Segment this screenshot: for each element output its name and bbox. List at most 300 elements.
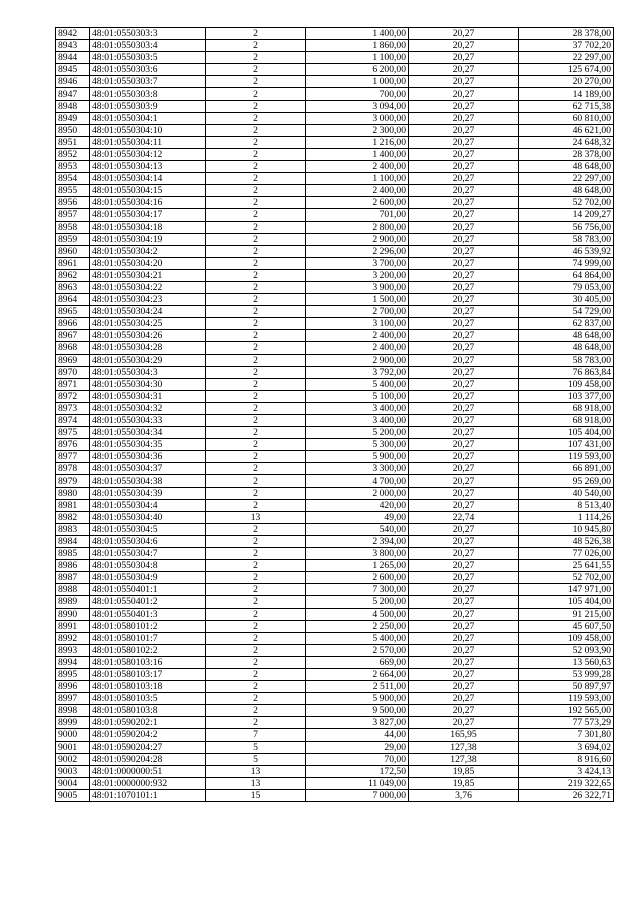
cadastral-value-cell: 1 114,26 xyxy=(519,511,614,523)
row-number-cell: 8966 xyxy=(56,318,90,330)
cadastral-value-cell: 48 526,38 xyxy=(519,535,614,547)
area-cell: 5 900,00 xyxy=(306,693,409,705)
table-row xyxy=(56,136,614,148)
category-code-cell: 2 xyxy=(206,197,306,209)
rate-cell: 20,27 xyxy=(409,475,519,487)
area-cell: 420,00 xyxy=(306,499,409,511)
cadastral-number-cell: 48:01:0550401:1 xyxy=(90,584,206,596)
row-number-cell: 8986 xyxy=(56,560,90,572)
cadastral-number-cell: 48:01:0550304:40 xyxy=(90,511,206,523)
table-row xyxy=(56,656,614,668)
rate-cell: 20,27 xyxy=(409,40,519,52)
cadastral-value-cell: 107 431,00 xyxy=(519,439,614,451)
category-code-cell: 2 xyxy=(206,572,306,584)
category-code-cell: 2 xyxy=(206,281,306,293)
row-number-cell: 8984 xyxy=(56,535,90,547)
cadastral-number-cell: 48:01:0550304:24 xyxy=(90,306,206,318)
category-code-cell: 2 xyxy=(206,523,306,535)
table-row xyxy=(56,281,614,293)
rate-cell: 20,27 xyxy=(409,644,519,656)
rate-cell: 20,27 xyxy=(409,620,519,632)
category-code-cell: 2 xyxy=(206,306,306,318)
area-cell: 1 265,00 xyxy=(306,560,409,572)
rate-cell: 20,27 xyxy=(409,269,519,281)
category-code-cell: 2 xyxy=(206,378,306,390)
cadastral-number-cell: 48:01:0590204:27 xyxy=(90,741,206,753)
cadastral-number-cell: 48:01:0550304:1 xyxy=(90,112,206,124)
table-row xyxy=(56,439,614,451)
area-cell: 2 000,00 xyxy=(306,487,409,499)
table-row xyxy=(56,112,614,124)
rate-cell: 22,74 xyxy=(409,511,519,523)
table-row xyxy=(56,257,614,269)
area-cell: 3 800,00 xyxy=(306,548,409,560)
rate-cell: 20,27 xyxy=(409,415,519,427)
area-cell: 5 200,00 xyxy=(306,596,409,608)
row-number-cell: 8991 xyxy=(56,620,90,632)
area-cell: 2 900,00 xyxy=(306,233,409,245)
area-cell: 5 200,00 xyxy=(306,427,409,439)
cadastral-number-cell: 48:01:0550304:19 xyxy=(90,233,206,245)
row-number-cell: 9000 xyxy=(56,729,90,741)
category-code-cell: 13 xyxy=(206,511,306,523)
cadastral-number-cell: 48:01:0550304:9 xyxy=(90,572,206,584)
row-number-cell: 8992 xyxy=(56,632,90,644)
cadastral-value-cell: 125 674,00 xyxy=(519,64,614,76)
area-cell: 3 300,00 xyxy=(306,463,409,475)
cadastral-number-cell: 48:01:0550304:39 xyxy=(90,487,206,499)
category-code-cell: 2 xyxy=(206,342,306,354)
cadastral-value-cell: 119 593,00 xyxy=(519,693,614,705)
rate-cell: 20,27 xyxy=(409,572,519,584)
category-code-cell: 2 xyxy=(206,257,306,269)
table-row xyxy=(56,463,614,475)
category-code-cell: 2 xyxy=(206,596,306,608)
rate-cell: 20,27 xyxy=(409,427,519,439)
category-code-cell: 2 xyxy=(206,463,306,475)
rate-cell: 20,27 xyxy=(409,560,519,572)
cadastral-value-cell: 91 215,00 xyxy=(519,608,614,620)
row-number-cell: 8979 xyxy=(56,475,90,487)
rate-cell: 20,27 xyxy=(409,76,519,88)
area-cell: 5 400,00 xyxy=(306,632,409,644)
category-code-cell: 5 xyxy=(206,753,306,765)
rate-cell: 20,27 xyxy=(409,173,519,185)
table-row xyxy=(56,427,614,439)
cadastral-value-cell: 119 593,00 xyxy=(519,451,614,463)
category-code-cell: 2 xyxy=(206,620,306,632)
area-cell: 2 700,00 xyxy=(306,306,409,318)
cadastral-value-cell: 20 270,00 xyxy=(519,76,614,88)
row-number-cell: 8955 xyxy=(56,185,90,197)
table-row xyxy=(56,572,614,584)
cadastral-value-table xyxy=(55,27,614,802)
area-cell: 7 000,00 xyxy=(306,789,409,801)
cadastral-value-cell: 79 053,00 xyxy=(519,281,614,293)
cadastral-number-cell: 48:01:0550304:33 xyxy=(90,415,206,427)
cadastral-value-cell: 64 864,00 xyxy=(519,269,614,281)
cadastral-number-cell: 48:01:0550303:9 xyxy=(90,100,206,112)
category-code-cell: 2 xyxy=(206,148,306,160)
cadastral-value-cell: 219 322,65 xyxy=(519,777,614,789)
area-cell: 29,00 xyxy=(306,741,409,753)
table-row xyxy=(56,523,614,535)
category-code-cell: 13 xyxy=(206,765,306,777)
table-row xyxy=(56,729,614,741)
area-cell: 2 600,00 xyxy=(306,572,409,584)
cadastral-number-cell: 48:01:0550304:18 xyxy=(90,221,206,233)
row-number-cell: 8952 xyxy=(56,148,90,160)
rate-cell: 165,95 xyxy=(409,729,519,741)
area-cell: 2 296,00 xyxy=(306,245,409,257)
rate-cell: 127,38 xyxy=(409,753,519,765)
row-number-cell: 8969 xyxy=(56,354,90,366)
cadastral-value-cell: 8 513,40 xyxy=(519,499,614,511)
cadastral-value-cell: 52 702,00 xyxy=(519,197,614,209)
row-number-cell: 8999 xyxy=(56,717,90,729)
cadastral-value-cell: 7 301,80 xyxy=(519,729,614,741)
table-row xyxy=(56,535,614,547)
cadastral-number-cell: 48:01:0550303:3 xyxy=(90,28,206,40)
cadastral-value-cell: 76 863,84 xyxy=(519,366,614,378)
row-number-cell: 8957 xyxy=(56,209,90,221)
category-code-cell: 2 xyxy=(206,487,306,499)
cadastral-value-cell: 22 297,00 xyxy=(519,173,614,185)
row-number-cell: 8997 xyxy=(56,693,90,705)
cadastral-value-cell: 3 424,13 xyxy=(519,765,614,777)
cadastral-value-cell: 37 702,20 xyxy=(519,40,614,52)
category-code-cell: 2 xyxy=(206,294,306,306)
area-cell: 1 400,00 xyxy=(306,28,409,40)
cadastral-number-cell: 48:01:0550304:15 xyxy=(90,185,206,197)
category-code-cell: 15 xyxy=(206,789,306,801)
table-row xyxy=(56,644,614,656)
table-row xyxy=(56,185,614,197)
table-row xyxy=(56,487,614,499)
area-cell: 2 664,00 xyxy=(306,668,409,680)
area-cell: 3 200,00 xyxy=(306,269,409,281)
table-row xyxy=(56,451,614,463)
cadastral-number-cell: 48:01:0550303:6 xyxy=(90,64,206,76)
category-code-cell: 5 xyxy=(206,741,306,753)
table-row xyxy=(56,777,614,789)
row-number-cell: 8949 xyxy=(56,112,90,124)
cadastral-number-cell: 48:01:0550303:5 xyxy=(90,52,206,64)
rate-cell: 20,27 xyxy=(409,451,519,463)
cadastral-value-cell: 48 648,00 xyxy=(519,161,614,173)
cadastral-number-cell: 48:01:0550304:29 xyxy=(90,354,206,366)
category-code-cell: 2 xyxy=(206,112,306,124)
cadastral-value-cell: 95 269,00 xyxy=(519,475,614,487)
cadastral-value-cell: 14 209,27 xyxy=(519,209,614,221)
table-row xyxy=(56,596,614,608)
category-code-cell: 2 xyxy=(206,548,306,560)
row-number-cell: 8944 xyxy=(56,52,90,64)
area-cell: 3 400,00 xyxy=(306,415,409,427)
row-number-cell: 8945 xyxy=(56,64,90,76)
rate-cell: 20,27 xyxy=(409,717,519,729)
cadastral-value-cell: 62 715,38 xyxy=(519,100,614,112)
table-row xyxy=(56,415,614,427)
cadastral-number-cell: 48:01:0550304:28 xyxy=(90,342,206,354)
area-cell: 9 500,00 xyxy=(306,705,409,717)
area-cell: 5 100,00 xyxy=(306,390,409,402)
row-number-cell: 8977 xyxy=(56,451,90,463)
rate-cell: 20,27 xyxy=(409,318,519,330)
area-cell: 1 100,00 xyxy=(306,173,409,185)
cadastral-value-cell: 48 648,00 xyxy=(519,185,614,197)
category-code-cell: 2 xyxy=(206,475,306,487)
row-number-cell: 9005 xyxy=(56,789,90,801)
table-row xyxy=(56,705,614,717)
cadastral-value-cell: 26 322,71 xyxy=(519,789,614,801)
row-number-cell: 8965 xyxy=(56,306,90,318)
row-number-cell: 9002 xyxy=(56,753,90,765)
table-row xyxy=(56,209,614,221)
cadastral-value-cell: 68 918,00 xyxy=(519,402,614,414)
rate-cell: 20,27 xyxy=(409,209,519,221)
row-number-cell: 8959 xyxy=(56,233,90,245)
table-row xyxy=(56,765,614,777)
area-cell: 4 500,00 xyxy=(306,608,409,620)
category-code-cell: 2 xyxy=(206,656,306,668)
cadastral-value-cell: 8 916,60 xyxy=(519,753,614,765)
category-code-cell: 2 xyxy=(206,693,306,705)
cadastral-number-cell: 48:01:0550304:35 xyxy=(90,439,206,451)
cadastral-value-cell: 62 837,00 xyxy=(519,318,614,330)
row-number-cell: 8963 xyxy=(56,281,90,293)
area-cell: 2 400,00 xyxy=(306,330,409,342)
cadastral-number-cell: 48:01:0550304:31 xyxy=(90,390,206,402)
cadastral-number-cell: 48:01:0550304:11 xyxy=(90,136,206,148)
row-number-cell: 8970 xyxy=(56,366,90,378)
cadastral-number-cell: 48:01:0580101:2 xyxy=(90,620,206,632)
category-code-cell: 2 xyxy=(206,451,306,463)
area-cell: 3 400,00 xyxy=(306,402,409,414)
row-number-cell: 8968 xyxy=(56,342,90,354)
row-number-cell: 8954 xyxy=(56,173,90,185)
row-number-cell: 8985 xyxy=(56,548,90,560)
category-code-cell: 2 xyxy=(206,52,306,64)
cadastral-number-cell: 48:01:0550401:2 xyxy=(90,596,206,608)
cadastral-value-cell: 50 897,97 xyxy=(519,681,614,693)
rate-cell: 20,27 xyxy=(409,523,519,535)
cadastral-value-cell: 46 539,92 xyxy=(519,245,614,257)
area-cell: 1 000,00 xyxy=(306,76,409,88)
row-number-cell: 8981 xyxy=(56,499,90,511)
cadastral-number-cell: 48:01:0550304:23 xyxy=(90,294,206,306)
area-cell: 3 100,00 xyxy=(306,318,409,330)
rate-cell: 20,27 xyxy=(409,64,519,76)
cadastral-number-cell: 48:01:1070101:1 xyxy=(90,789,206,801)
cadastral-value-cell: 77 026,00 xyxy=(519,548,614,560)
rate-cell: 20,27 xyxy=(409,390,519,402)
cadastral-number-cell: 48:01:0550304:22 xyxy=(90,281,206,293)
row-number-cell: 9001 xyxy=(56,741,90,753)
cadastral-value-cell: 74 999,00 xyxy=(519,257,614,269)
cadastral-value-cell: 45 607,50 xyxy=(519,620,614,632)
category-code-cell: 2 xyxy=(206,415,306,427)
cadastral-value-cell: 54 729,00 xyxy=(519,306,614,318)
cadastral-value-cell: 30 405,00 xyxy=(519,294,614,306)
table-row xyxy=(56,342,614,354)
area-cell: 2 600,00 xyxy=(306,197,409,209)
row-number-cell: 8961 xyxy=(56,257,90,269)
row-number-cell: 9003 xyxy=(56,765,90,777)
area-cell: 2 570,00 xyxy=(306,644,409,656)
row-number-cell: 9004 xyxy=(56,777,90,789)
rate-cell: 20,27 xyxy=(409,136,519,148)
category-code-cell: 2 xyxy=(206,318,306,330)
row-number-cell: 8974 xyxy=(56,415,90,427)
row-number-cell: 8976 xyxy=(56,439,90,451)
category-code-cell: 2 xyxy=(206,717,306,729)
row-number-cell: 8980 xyxy=(56,487,90,499)
cadastral-number-cell: 48:01:0550304:14 xyxy=(90,173,206,185)
cadastral-value-cell: 13 560,63 xyxy=(519,656,614,668)
cadastral-number-cell: 48:01:0550304:6 xyxy=(90,535,206,547)
table-row xyxy=(56,608,614,620)
cadastral-number-cell: 48:01:0550304:2 xyxy=(90,245,206,257)
area-cell: 700,00 xyxy=(306,88,409,100)
table-row xyxy=(56,668,614,680)
category-code-cell: 2 xyxy=(206,402,306,414)
cadastral-number-cell: 48:01:0580103:5 xyxy=(90,693,206,705)
table-row xyxy=(56,620,614,632)
rate-cell: 20,27 xyxy=(409,161,519,173)
cadastral-value-cell: 77 573,29 xyxy=(519,717,614,729)
table-row xyxy=(56,221,614,233)
cadastral-number-cell: 48:01:0580103:16 xyxy=(90,656,206,668)
category-code-cell: 2 xyxy=(206,185,306,197)
cadastral-value-cell: 147 971,00 xyxy=(519,584,614,596)
table-row xyxy=(56,378,614,390)
rate-cell: 20,27 xyxy=(409,402,519,414)
rate-cell: 20,27 xyxy=(409,487,519,499)
cadastral-value-cell: 14 189,00 xyxy=(519,88,614,100)
cadastral-number-cell: 48:01:0590204:28 xyxy=(90,753,206,765)
rate-cell: 20,27 xyxy=(409,197,519,209)
table-row xyxy=(56,366,614,378)
table-row xyxy=(56,330,614,342)
cadastral-number-cell: 48:01:0550304:10 xyxy=(90,124,206,136)
category-code-cell: 2 xyxy=(206,560,306,572)
area-cell: 2 400,00 xyxy=(306,185,409,197)
category-code-cell: 2 xyxy=(206,269,306,281)
table-row xyxy=(56,294,614,306)
area-cell: 4 700,00 xyxy=(306,475,409,487)
rate-cell: 20,27 xyxy=(409,354,519,366)
cadastral-value-cell: 105 404,00 xyxy=(519,596,614,608)
rate-cell: 20,27 xyxy=(409,584,519,596)
table-row xyxy=(56,306,614,318)
category-code-cell: 2 xyxy=(206,173,306,185)
table-row xyxy=(56,354,614,366)
table-row xyxy=(56,197,614,209)
table-row xyxy=(56,741,614,753)
cadastral-number-cell: 48:01:0580103:8 xyxy=(90,705,206,717)
table-row xyxy=(56,52,614,64)
area-cell: 1 400,00 xyxy=(306,148,409,160)
row-number-cell: 8989 xyxy=(56,596,90,608)
table-row xyxy=(56,245,614,257)
area-cell: 2 250,00 xyxy=(306,620,409,632)
rate-cell: 20,27 xyxy=(409,463,519,475)
rate-cell: 20,27 xyxy=(409,681,519,693)
area-cell: 70,00 xyxy=(306,753,409,765)
area-cell: 6 200,00 xyxy=(306,64,409,76)
table-body xyxy=(56,28,614,802)
rate-cell: 20,27 xyxy=(409,112,519,124)
rate-cell: 20,27 xyxy=(409,548,519,560)
cadastral-value-cell: 22 297,00 xyxy=(519,52,614,64)
area-cell: 2 511,00 xyxy=(306,681,409,693)
cadastral-value-cell: 52 702,00 xyxy=(519,572,614,584)
rate-cell: 20,27 xyxy=(409,693,519,705)
rate-cell: 20,27 xyxy=(409,148,519,160)
row-number-cell: 8998 xyxy=(56,705,90,717)
rate-cell: 19,85 xyxy=(409,777,519,789)
table-row xyxy=(56,269,614,281)
area-cell: 3 900,00 xyxy=(306,281,409,293)
area-cell: 11 049,00 xyxy=(306,777,409,789)
category-code-cell: 2 xyxy=(206,88,306,100)
table-row xyxy=(56,753,614,765)
table-row xyxy=(56,233,614,245)
cadastral-value-cell: 192 565,00 xyxy=(519,705,614,717)
row-number-cell: 8987 xyxy=(56,572,90,584)
table-row xyxy=(56,100,614,112)
rate-cell: 20,27 xyxy=(409,100,519,112)
category-code-cell: 2 xyxy=(206,221,306,233)
cadastral-number-cell: 48:01:0590202:1 xyxy=(90,717,206,729)
table-row xyxy=(56,64,614,76)
category-code-cell: 2 xyxy=(206,427,306,439)
row-number-cell: 8958 xyxy=(56,221,90,233)
rate-cell: 20,27 xyxy=(409,668,519,680)
category-code-cell: 2 xyxy=(206,64,306,76)
cadastral-number-cell: 48:01:0550304:34 xyxy=(90,427,206,439)
area-cell: 2 400,00 xyxy=(306,342,409,354)
row-number-cell: 8983 xyxy=(56,523,90,535)
category-code-cell: 2 xyxy=(206,439,306,451)
cadastral-number-cell: 48:01:0580101:7 xyxy=(90,632,206,644)
table-row xyxy=(56,789,614,801)
category-code-cell: 2 xyxy=(206,245,306,257)
table-row xyxy=(56,560,614,572)
table-row xyxy=(56,390,614,402)
area-cell: 3 700,00 xyxy=(306,257,409,269)
area-cell: 669,00 xyxy=(306,656,409,668)
rate-cell: 20,27 xyxy=(409,535,519,547)
category-code-cell: 2 xyxy=(206,644,306,656)
table-row xyxy=(56,717,614,729)
rate-cell: 20,27 xyxy=(409,330,519,342)
rate-cell: 20,27 xyxy=(409,608,519,620)
row-number-cell: 8995 xyxy=(56,668,90,680)
rate-cell: 20,27 xyxy=(409,656,519,668)
area-cell: 7 300,00 xyxy=(306,584,409,596)
area-cell: 2 394,00 xyxy=(306,535,409,547)
area-cell: 1 100,00 xyxy=(306,52,409,64)
row-number-cell: 8964 xyxy=(56,294,90,306)
row-number-cell: 8962 xyxy=(56,269,90,281)
rate-cell: 127,38 xyxy=(409,741,519,753)
row-number-cell: 8942 xyxy=(56,28,90,40)
rate-cell: 20,27 xyxy=(409,378,519,390)
cadastral-number-cell: 48:01:0550303:4 xyxy=(90,40,206,52)
cadastral-number-cell: 48:01:0550304:16 xyxy=(90,197,206,209)
